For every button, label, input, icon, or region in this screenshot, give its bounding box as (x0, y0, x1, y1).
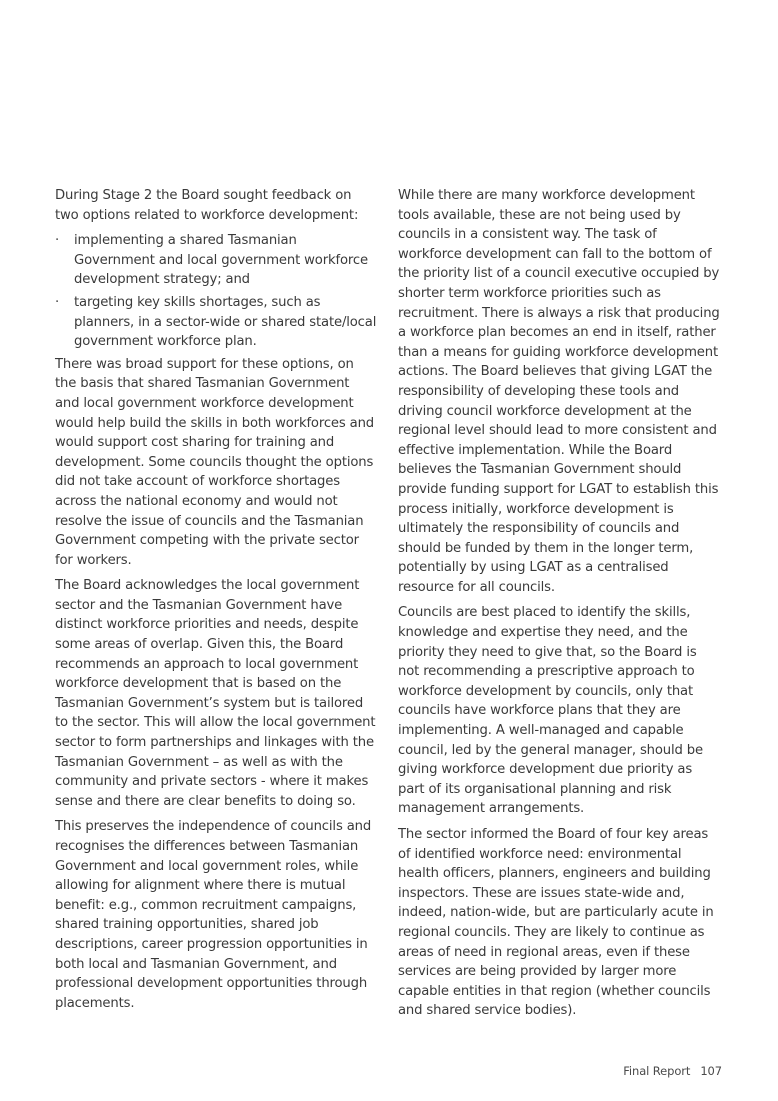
list-item-text: implementing a shared Tasmanian Government and local government workforce development strategy; and (74, 233, 368, 288)
body-paragraph: The sector informed the Board of four key areas of identified workforce need: environmental health officers, planners, engineers and building inspectors. These are issues state-wide and, indeed, nation-wide, but are particularly acute in regional councils. They are likely to continue as areas of need in regional areas, even if these services are being provided by larger more capable entities in that region (whether councils and shared service bodies). (398, 827, 714, 1019)
body-paragraph: While there are many workforce development tools available, these are not being used by councils in a consistent way. The task of workforce development can fall to the bottom of the priority list of a council executive occupied by shorter term workforce priorities such as recruitment. There is always a risk that producing a workforce plan becomes an end in itself, rather than a means for guiding workforce development actions. The Board believes that giving LGAT the responsibility of developing these tools and driving council workforce development at the regional level should lead to more consistent and effective implementation. While the Board believes the Tasmanian Government should provide funding support for LGAT to establish this process initially, workforce development is ultimately the responsibility of councils and should be funded by them in the longer term, potentially by using LGAT as a centralised resource for all councils. (398, 188, 720, 595)
body-paragraph: Councils are best placed to identify the skills, knowledge and expertise they need, and the priority they need to give that, so the Board is not recommending a prescriptive approach to workforce development by councils, only that councils have workforce plans that they are implementing. A well-managed and capable council, led by the general manager, should be giving workforce development due priority as part of its organisational planning and risk management arrangements. (398, 605, 703, 817)
report-label: Final Report (623, 1064, 691, 1078)
options-list (55, 231, 377, 352)
body-paragraph: There was broad support for these options, on the basis that shared Tasmanian Government and local government workforce development would help build the skills in both workforces and would support cost sharing for training and development. Some councils thought the options did not take account of workforce shortages across the national economy and would not resolve the issue of councils and the Tasmanian Government competing with the private sector for workers. (55, 356, 375, 568)
right-column (398, 186, 720, 1027)
bullet-icon: · (55, 294, 60, 310)
body-paragraph: This preserves the independence of councils and recognises the differences between Tasmanian Government and local government roles, while allowing for alignment where there is mutual benefit: e.g., common recruitment campaigns, shared training opportunities, shared job descriptions, career progression opportunities in both local and Tasmanian Government, and professional development opportunities through placements. (55, 819, 372, 1011)
body-paragraph: The Board acknowledges the local government sector and the Tasmanian Government have distinct workforce priorities and needs, despite some areas of overlap. Given this, the Board recommends an approach to local government workforce development that is based on the Tasmanian Government’s system but is tailored to the sector. This will allow the local government sector to form partnerships and linkages with the Tasmanian Government – as well as with the community and private sectors - where it makes sense and there are clear benefits to doing so. (55, 578, 376, 809)
list-item-text: targeting key skills shortages, such as planners, in a sector-wide or shared state/local government workforce plan. (74, 294, 377, 350)
page-footer (623, 1064, 722, 1078)
list-item (55, 293, 377, 352)
page-number: 107 (700, 1064, 722, 1078)
bullet-icon: · (55, 233, 60, 249)
list-item (55, 231, 377, 290)
intro-paragraph: During Stage 2 the Board sought feedback on two options related to workforce development: (55, 188, 359, 223)
left-column (55, 186, 377, 1019)
